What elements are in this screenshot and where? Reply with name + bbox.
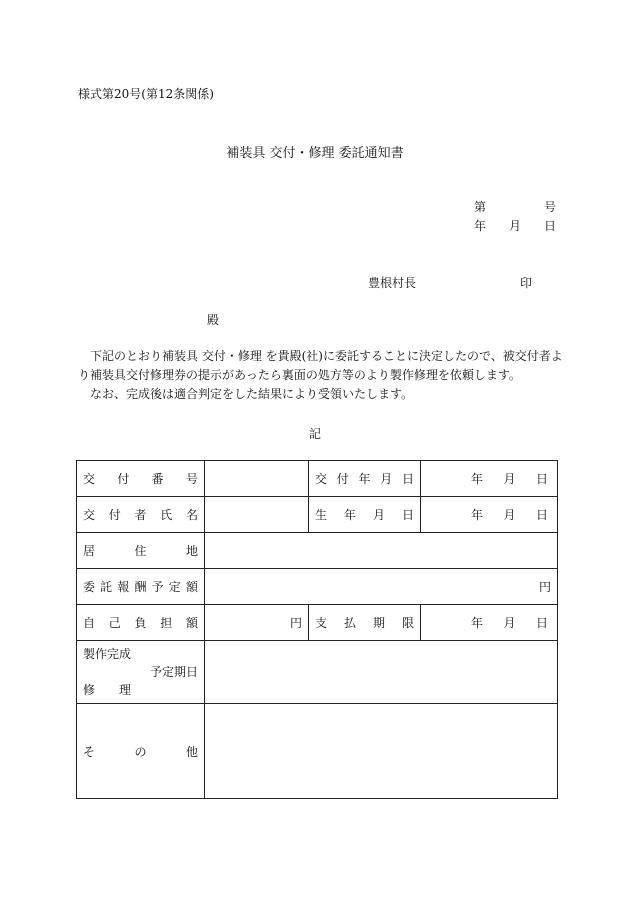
issue-number-prefix: 第 bbox=[474, 200, 487, 214]
issuer bbox=[368, 274, 532, 291]
date-month: 月 bbox=[503, 616, 516, 630]
label-char: 交 bbox=[83, 472, 96, 486]
issue-number bbox=[474, 198, 556, 215]
date-day: 日 bbox=[535, 508, 548, 522]
label-char: 定 bbox=[168, 580, 181, 594]
field-shiharai-kigen[interactable] bbox=[421, 605, 558, 641]
label-sonota bbox=[77, 704, 205, 799]
label-char: 担 bbox=[160, 616, 173, 630]
label-char: の bbox=[134, 744, 147, 759]
label-char: 居 bbox=[83, 544, 96, 558]
label-char: 地 bbox=[185, 544, 198, 558]
label-kyojuchi bbox=[77, 533, 205, 569]
label-char: 月 bbox=[372, 508, 385, 522]
date-day: 日 bbox=[535, 616, 548, 630]
date-year: 年 bbox=[471, 508, 484, 522]
label-shiharai-kigen bbox=[309, 605, 421, 641]
date-year: 年 bbox=[471, 616, 484, 630]
ki-heading: 記 bbox=[308, 427, 321, 441]
label-birth-date bbox=[309, 497, 421, 533]
label-char: 号 bbox=[185, 472, 198, 486]
label-char: 限 bbox=[401, 616, 414, 630]
label-char: そ bbox=[83, 744, 96, 759]
field-seisaku-kigen[interactable] bbox=[205, 641, 558, 704]
table-row-kyojuchi bbox=[77, 533, 558, 569]
label-char: 交 bbox=[315, 472, 328, 486]
label-jiko-futan bbox=[77, 605, 205, 641]
label-char: 託 bbox=[100, 580, 113, 594]
label-itaku-houshuu bbox=[77, 569, 205, 605]
issuer-name: 豊根村長 bbox=[368, 276, 417, 290]
label-char: 日 bbox=[401, 472, 414, 486]
label-char: 報 bbox=[117, 580, 130, 594]
label-char: 委 bbox=[83, 580, 96, 594]
field-kyojuchi[interactable] bbox=[205, 533, 558, 569]
field-birth-date[interactable] bbox=[421, 497, 558, 533]
field-koufu-bangou[interactable] bbox=[205, 461, 309, 497]
body-text bbox=[78, 347, 568, 404]
label-char: 己 bbox=[108, 616, 121, 630]
label-char: 交 bbox=[83, 508, 96, 522]
yen-unit: 円 bbox=[538, 580, 551, 594]
label-seisaku-line3 bbox=[83, 681, 198, 699]
label-char: 番 bbox=[151, 472, 164, 486]
label-char: 住 bbox=[134, 544, 147, 558]
label-char: 年 bbox=[358, 472, 371, 486]
table-row-jiko-futan bbox=[77, 605, 558, 641]
label-char: 年 bbox=[343, 508, 356, 522]
date-year: 年 bbox=[471, 472, 484, 486]
addressee-honorific: 殿 bbox=[207, 313, 220, 327]
label-char: 生 bbox=[315, 508, 328, 522]
table-row-seisaku-kigen bbox=[77, 641, 558, 704]
label-char: 氏 bbox=[160, 508, 173, 522]
issue-date-year: 年 bbox=[474, 219, 487, 233]
label-seisaku-line2: 予定期日 bbox=[149, 665, 198, 679]
label-koufu-date bbox=[309, 461, 421, 497]
table-row-sonota bbox=[77, 704, 558, 799]
issue-date-day: 日 bbox=[543, 219, 556, 233]
label-char: 付 bbox=[108, 508, 121, 522]
label-char: 修 bbox=[83, 683, 96, 697]
label-koufu-bangou bbox=[77, 461, 205, 497]
yen-unit: 円 bbox=[289, 616, 302, 630]
label-char: 月 bbox=[380, 472, 393, 486]
label-char: 他 bbox=[185, 744, 198, 759]
body-paragraph-2: なお、完成後は適合判定をした結果により受領いたします。 bbox=[90, 387, 414, 401]
label-char: 額 bbox=[185, 580, 198, 594]
table-row-koufu-bangou bbox=[77, 461, 558, 497]
label-char: 酬 bbox=[134, 580, 147, 594]
label-char: 付 bbox=[117, 472, 130, 486]
issuer-seal: 印 bbox=[519, 276, 532, 290]
label-char: 期 bbox=[372, 616, 385, 630]
label-char: 予 bbox=[151, 580, 164, 594]
field-itaku-houshuu[interactable] bbox=[205, 569, 558, 605]
label-char: 負 bbox=[134, 616, 147, 630]
label-char: 名 bbox=[185, 508, 198, 522]
issue-date bbox=[474, 217, 556, 234]
label-char: 付 bbox=[336, 472, 349, 486]
form-number: 様式第20号(第12条関係) bbox=[78, 87, 214, 101]
table-row-itaku-houshuu bbox=[77, 569, 558, 605]
label-seisaku-line1: 製作完成 bbox=[83, 647, 132, 661]
label-char: 支 bbox=[315, 616, 328, 630]
table-row-koufusha-shimei bbox=[77, 497, 558, 533]
field-sonota[interactable] bbox=[205, 704, 558, 799]
body-paragraph-1: 下記のとおり補装具 交付・修理 を貴殿(社)に委託することに決定したので、被交付者より補装具交付修理券の提示があったら裏面の処方等のより製作修理を依頼します。 bbox=[78, 349, 563, 382]
label-char: 払 bbox=[343, 616, 356, 630]
commission-table bbox=[76, 460, 558, 799]
field-jiko-futan[interactable] bbox=[205, 605, 309, 641]
issue-number-suffix: 号 bbox=[543, 200, 556, 214]
label-char: 日 bbox=[401, 508, 414, 522]
label-char: 自 bbox=[83, 616, 96, 630]
date-day: 日 bbox=[535, 472, 548, 486]
date-month: 月 bbox=[503, 472, 516, 486]
date-month: 月 bbox=[503, 508, 516, 522]
field-koufusha-shimei[interactable] bbox=[205, 497, 309, 533]
label-char: 理 bbox=[119, 683, 132, 697]
label-char: 額 bbox=[185, 616, 198, 630]
issue-date-month: 月 bbox=[508, 219, 521, 233]
label-seisaku-kigen bbox=[77, 641, 205, 704]
label-char: 者 bbox=[134, 508, 147, 522]
document-title: 補装具 交付・修理 委託通知書 bbox=[226, 146, 404, 161]
label-koufusha-shimei bbox=[77, 497, 205, 533]
field-koufu-date[interactable] bbox=[421, 461, 558, 497]
